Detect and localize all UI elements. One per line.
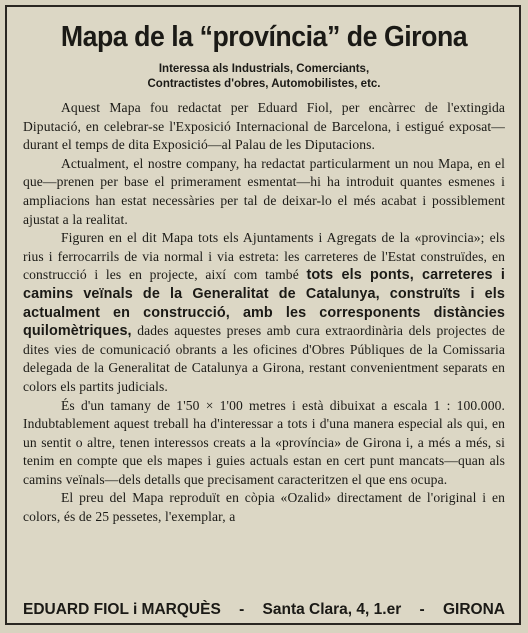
footer-city: GIRONA xyxy=(442,601,505,618)
footer-address: Santa Clara, 4, 1.er xyxy=(262,601,402,618)
paragraph-5: El preu del Mapa reproduït en còpia «Ozalid» directament de l'original i en colors, és de 25 pessetes, l'exemplar, a xyxy=(23,490,505,525)
footer-dash-2: - xyxy=(419,601,425,618)
body-text xyxy=(23,99,505,527)
paragraph-3-end: dades aquestes preses amb cura extraordinària dels projectes de dites vies de comunicació obrants a les oficines d'Obres Públiques de la Comissaria delegada de la Generalitat de Catalunya a Girona, restant convenientment separats en colors els partits judicials. xyxy=(23,323,505,394)
footer-name: EDUARD FIOL i MARQUÈS xyxy=(23,601,221,618)
paragraph-4: És d'un tamany de 1'50 × 1'00 metres i està dibuixat a escala 1 : 100.000. Indubtablement aquest treball ha d'interessar a tots i d'una manera especial als qui, en un sentit o altre, tenen interessos creats a la «província» de Girona i, a més a més, si tenim en compte que els mapes i guies actuals estan en cert punt mancats—quan als camins veïnals—dels detalls que precisament caracteritzen el que ens ocupa. xyxy=(23,397,505,487)
subtitle-line-2: Contractistes d'obres, Automobilistes, etc. xyxy=(147,78,381,90)
advertisement-content xyxy=(23,15,505,618)
subtitle xyxy=(23,62,505,92)
subtitle-line-1: Interessa als Industrials, Comerciants, xyxy=(158,63,370,75)
footer-address-line xyxy=(23,601,505,619)
footer-dash-1: - xyxy=(239,601,245,618)
paragraph-2: Actualment, el nostre company, ha redactat particularment un nou Mapa, en el que—prenen per base el primerament esmentat—hi ha introduit quantes esmenes i ampliacions han estat necessàries per tal de deixar-lo el més acabat i possiblement ajustat a la realitat. xyxy=(23,155,505,227)
advertisement-frame xyxy=(5,5,521,625)
paragraph-1: Aquest Mapa fou redactat per Eduard Fiol, per encàrrec de l'extingida Diputació, en celebrar-se l'Exposició Internacional de Barcelona, i estigué exposat—durant el temps de dita Exposició—al Palau de les Diputacions. xyxy=(23,100,505,153)
paragraph-3-bold: tots els ponts, carreteres i camins veïnals de la Generalitat de Catalunya, construïts i els actualment en construcció, amb les corresponents distàncies quilomètriques, xyxy=(23,267,505,340)
paragraph-3-start: Figuren en el dit Mapa tots els Ajuntaments i Agregats de la «provincia»; els rius i ferrocarrils de via normal i via estreta: les carreteres de l'Estat construïdes, en construcció i les en projecte, així com també xyxy=(23,230,505,283)
page-title: Mapa de la “província” de Girona xyxy=(60,21,468,53)
paragraph-3 xyxy=(23,229,505,396)
